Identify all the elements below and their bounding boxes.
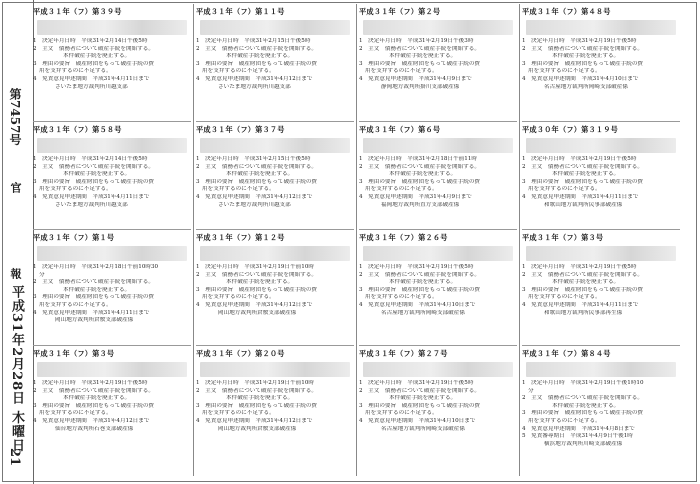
notice-line: 2 主文 債務者について破産手続を開始する。	[359, 271, 480, 278]
notice-line: 1 決定年月日時 平成31年2月19日午後5時	[522, 38, 637, 44]
case-number: 平成３１年（フ）第１１号	[196, 7, 285, 16]
notice-line: 用を支弁するのに不足する。	[528, 68, 601, 75]
notice-line: 岡山地方裁判所倉敷支部破産係	[55, 317, 134, 324]
notice-line: 用を支弁するのに不足する。	[365, 186, 438, 193]
notice-line: 用を支弁するのに不足する。	[202, 186, 275, 193]
notice-line: 1 決定年月日時 平成31年2月19日午後1時10	[522, 380, 644, 386]
notice-line: 3 理由の要旨 破産財団をもって破産手続の費	[33, 60, 155, 67]
notice-line: 本件破産手続を廃止する。	[389, 53, 457, 60]
notice-line: 1 決定年月日時 平成31年2月19日午後5時	[33, 380, 148, 386]
notice-line: 用を支弁するのに不足する。	[39, 68, 112, 75]
case-number: 平成３１年（フ）第２号	[359, 7, 441, 16]
notice-line: 5 免責審尋期日 平成31年4月9日午後1時	[522, 433, 633, 440]
bankruptcy-notice	[196, 6, 354, 91]
case-number: 平成３１年（フ）第２０号	[196, 349, 285, 358]
entry-separator	[359, 121, 517, 122]
case-number: 平成３１年（フ）第４８号	[522, 7, 611, 16]
notice-line: 岡山地方裁判所倉敷支部破産係	[218, 309, 297, 316]
notice-line: 4 免責意見申述期間 平成31年4月11日まで	[33, 309, 150, 316]
column-divider	[356, 4, 357, 476]
notice-line: 2 主文 債務者について破産手続を開始する。	[196, 45, 317, 52]
notice-line: 3 理由の要旨 破産財団をもって破産手続の費	[522, 410, 644, 417]
notice-line: 1 決定年月日時 平成31年2月18日午前10時30	[33, 264, 159, 270]
page-spine	[0, 0, 34, 484]
entry-separator	[196, 121, 354, 122]
notice-line: 4 免責意見申述期間 平成31年4月11日まで	[33, 193, 150, 200]
notice-line: 用を支弁するのに不足する。	[39, 410, 112, 417]
bankruptcy-notice	[522, 232, 680, 317]
notice-line: 3 理由の要旨 破産財団をもって破産手続の費	[33, 178, 155, 185]
redacted-debtor-name	[37, 246, 187, 261]
redacted-debtor-name	[200, 20, 350, 35]
notice-line: 1 決定年月日時 平成31年2月15日午後5時	[196, 38, 311, 44]
notice-line: 用を支弁するのに不足する。	[39, 301, 112, 308]
bankruptcy-notice	[33, 232, 191, 325]
bankruptcy-notice	[359, 124, 517, 209]
notice-line: 4 免責意見申述期間 平成31年4月10日まで	[359, 301, 476, 308]
notice-line: 4 免責意見申述期間 平成31年4月8日まで	[522, 425, 635, 432]
entry-separator	[359, 345, 517, 346]
notice-line: 2 主文 債務者について破産手続を開始する。	[33, 163, 154, 170]
notice-line: 3 理由の要旨 破産財団をもって破産手続の費	[359, 60, 481, 67]
notice-line: 2 主文 債務者について破産手続を開始する。	[33, 279, 154, 286]
notice-line: 用を支弁するのに不足する。	[528, 294, 601, 301]
notice-line: 4 免責意見申述期間 平成31年4月12日まで	[33, 417, 150, 424]
case-number: 平成３１年（フ）第２７号	[359, 349, 448, 358]
notice-line: 用を支弁するのに不足する。	[528, 186, 601, 193]
notice-line: 3 理由の要旨 破産財団をもって破産手続の費	[359, 286, 481, 293]
case-number: 平成３１年（フ）第８４号	[522, 349, 611, 358]
issue-date: 平成31年2月28日 木曜日	[9, 285, 24, 453]
bankruptcy-notice	[522, 348, 680, 448]
notice-line: 2 主文 債務者について破産手続を開始する。	[522, 45, 643, 52]
entry-separator	[33, 345, 191, 346]
bankruptcy-notice	[33, 6, 191, 91]
bankruptcy-notice	[359, 232, 517, 317]
notice-line: 本件破産手続を廃止する。	[552, 279, 620, 286]
bankruptcy-notice	[522, 6, 680, 91]
case-number: 平成３１年（フ）第６号	[359, 125, 441, 134]
notice-line: 1 決定年月日時 平成31年2月19日午前10時	[196, 264, 314, 270]
notice-line: さいたま地方裁判所川越支部	[55, 201, 128, 208]
notice-line: 2 主文 債務者について破産手続を開始する。	[522, 271, 643, 278]
notice-line: 2 主文 債務者について破産手続を開始する。	[196, 271, 317, 278]
bankruptcy-notice	[196, 232, 354, 317]
column-divider	[519, 4, 520, 476]
issue-number: 第7457号	[8, 88, 22, 146]
notice-line: 2 主文 債務者について破産手続を開始する。	[522, 163, 643, 170]
redacted-debtor-name	[37, 362, 187, 377]
notice-line: 用を支弁するのに不足する。	[365, 68, 438, 75]
column-3	[359, 6, 517, 476]
notice-line: 3 理由の要旨 破産財団をもって破産手続の費	[522, 60, 644, 67]
notice-line: 4 免責意見申述期間 平成31年4月11日まで	[522, 301, 639, 308]
notice-line: 1 決定年月日時 平成31年2月19日午後5時	[522, 264, 637, 270]
case-number: 平成３０年（フ）第３１９号	[522, 125, 619, 134]
notice-line: 3 理由の要旨 破産財団をもって破産手続の費	[522, 286, 644, 293]
notice-line: さいたま地方裁判所川越支部	[218, 201, 291, 208]
notice-line: 2 主文 債務者について破産手続を開始する。	[33, 387, 154, 394]
notice-line: 4 免責意見申述期間 平成31年4月12日まで	[196, 417, 313, 424]
notice-line: 4 免責意見申述期間 平成31年4月10日まで	[359, 417, 476, 424]
redacted-debtor-name	[37, 138, 187, 153]
notice-line: 2 主文 債務者について破産手続を開始する。	[359, 163, 480, 170]
notice-line: 3 理由の要旨 破産財団をもって破産手続の費	[196, 60, 318, 67]
redacted-debtor-name	[526, 246, 676, 261]
notice-line: 本件破産手続を廃止する。	[552, 402, 620, 409]
entry-separator	[196, 229, 354, 230]
redacted-debtor-name	[37, 20, 187, 35]
redacted-debtor-name	[526, 20, 676, 35]
notice-line: 分	[39, 271, 45, 278]
notice-line: 本件破産手続を廃止する。	[389, 171, 457, 178]
case-number: 平成３１年（フ）第２６号	[359, 233, 448, 242]
notice-line: さいたま地方裁判所川越支部	[55, 83, 128, 90]
notice-line: 福岡地方裁判所直方支部破産係	[381, 201, 460, 208]
notice-line: 4 免責意見申述期間 平成31年4月9日まで	[359, 75, 472, 82]
notice-line: 4 免責意見申述期間 平成31年4月10日まで	[522, 75, 639, 82]
column-1	[33, 6, 191, 476]
bankruptcy-notice	[196, 348, 354, 433]
notice-line: 3 理由の要旨 破産財団をもって破産手続の費	[196, 402, 318, 409]
notice-line: 本件破産手続を廃止する。	[389, 279, 457, 286]
redacted-debtor-name	[363, 138, 513, 153]
gazette-title: 官 報	[9, 182, 22, 311]
notice-line: 3 理由の要旨 破産財団をもって破産手続の費	[196, 178, 318, 185]
case-number: 平成３１年（フ）第３９号	[33, 7, 122, 16]
column-2	[196, 6, 354, 476]
notice-line: 1 決定年月日時 平成31年2月14日午後5時	[33, 38, 148, 44]
notice-line: 1 決定年月日時 平成31年2月19日午後3時	[359, 38, 474, 44]
case-number: 平成３１年（フ）第３号	[522, 233, 604, 242]
notice-line: 本件破産手続を廃止する。	[226, 171, 294, 178]
entry-separator	[522, 121, 680, 122]
notice-line: 本件破産手続を廃止する。	[552, 53, 620, 60]
notice-line: 和歌山地方裁判所民事部再生係	[544, 309, 623, 316]
bankruptcy-notice	[33, 348, 191, 433]
entry-separator	[522, 229, 680, 230]
notice-line: 2 主文 債務者について破産手続を開始する。	[359, 45, 480, 52]
notice-line: 用を支弁するのに不足する。	[202, 68, 275, 75]
notice-line: さいたま地方裁判所川越支部	[218, 83, 291, 90]
redacted-debtor-name	[363, 246, 513, 261]
notice-line: 分	[528, 387, 534, 394]
redacted-debtor-name	[200, 138, 350, 153]
notice-line: 静岡地方裁判所掛川支部破産係	[381, 83, 460, 90]
notice-line: 2 主文 債務者について破産手続を開始する。	[522, 395, 643, 402]
notice-line: 4 免責意見申述期間 平成31年4月12日まで	[196, 75, 313, 82]
notice-line: 本件破産手続を廃止する。	[226, 395, 294, 402]
notice-line: 本件破産手続を廃止する。	[63, 53, 131, 60]
notice-line: 2 主文 債務者について破産手続を開始する。	[359, 387, 480, 394]
notice-line: 用を支弁するのに不足する。	[202, 294, 275, 301]
bankruptcy-notice	[359, 6, 517, 91]
notice-line: 名古屋地方裁判所岡崎支部破産係	[381, 425, 465, 432]
notice-line: 4 免責意見申述期間 平成31年4月11日まで	[522, 193, 639, 200]
notice-line: 4 免責意見申述期間 平成31年4月12日まで	[196, 193, 313, 200]
notice-line: 名古屋地方裁判所岡崎支部破産係	[381, 309, 465, 316]
case-number: 平成３１年（フ）第３号	[33, 349, 115, 358]
redacted-debtor-name	[526, 138, 676, 153]
notice-line: 1 決定年月日時 平成31年2月19日午後5時	[359, 380, 474, 386]
notice-line: 用を支弁するのに不足する。	[39, 186, 112, 193]
notice-line: 3 理由の要旨 破産財団をもって破産手続の費	[33, 294, 155, 301]
notice-line: 本件破産手続を廃止する。	[63, 171, 131, 178]
case-number: 平成３１年（フ）第５８号	[33, 125, 122, 134]
notice-line: 本件破産手続を廃止する。	[226, 279, 294, 286]
notice-line: 1 決定年月日時 平成31年2月14日午後5時	[33, 156, 148, 162]
bankruptcy-notice	[359, 348, 517, 433]
bankruptcy-notice	[33, 124, 191, 209]
case-number: 平成３１年（フ）第１号	[33, 233, 115, 242]
notice-line: 仙台地方裁判所石巻支部破産係	[55, 425, 134, 432]
entry-separator	[33, 121, 191, 122]
notice-line: 横浜地方裁判所川崎支部破産係	[544, 440, 623, 447]
notice-line: 本件破産手続を廃止する。	[63, 286, 131, 293]
redacted-debtor-name	[363, 362, 513, 377]
notice-line: 3 理由の要旨 破産財団をもって破産手続の費	[522, 178, 644, 185]
redacted-debtor-name	[200, 246, 350, 261]
entry-separator	[359, 229, 517, 230]
bankruptcy-notice	[522, 124, 680, 209]
entry-separator	[522, 345, 680, 346]
notice-line: 用を支弁するのに不足する。	[528, 417, 601, 424]
notice-line: 用を支弁するのに不足する。	[365, 294, 438, 301]
notice-line: 3 理由の要旨 破産財団をもって破産手続の費	[33, 402, 155, 409]
notice-line: 1 決定年月日時 平成31年2月15日午後5時	[196, 156, 311, 162]
notice-line: 本件破産手続を廃止する。	[63, 395, 131, 402]
notice-line: 本件破産手続を廃止する。	[552, 171, 620, 178]
notice-line: 2 主文 債務者について破産手続を開始する。	[196, 163, 317, 170]
notice-line: 用を支弁するのに不足する。	[202, 410, 275, 417]
entry-separator	[196, 345, 354, 346]
notice-line: 岡山地方裁判所倉敷支部破産係	[218, 425, 297, 432]
notice-line: 2 主文 債務者について破産手続を開始する。	[33, 45, 154, 52]
notice-line: 4 免責意見申述期間 平成31年4月11日まで	[33, 75, 150, 82]
page-number: 21	[7, 448, 22, 467]
notice-line: 3 理由の要旨 破産財団をもって破産手続の費	[359, 178, 481, 185]
column-divider	[193, 4, 194, 476]
entry-separator	[33, 229, 191, 230]
notice-line: 4 免責意見申述期間 平成31年4月12日まで	[196, 301, 313, 308]
notice-line: 3 理由の要旨 破産財団をもって破産手続の費	[359, 402, 481, 409]
notice-line: 4 免責意見申述期間 平成31年4月9日まで	[359, 193, 472, 200]
notice-line: 用を支弁するのに不足する。	[365, 410, 438, 417]
column-4	[522, 6, 680, 476]
notice-line: 和歌山地方裁判所民事部破産係	[544, 201, 623, 208]
notice-line: 1 決定年月日時 平成31年2月19日午後5時	[522, 156, 637, 162]
notice-line: 本件破産手続を廃止する。	[389, 395, 457, 402]
redacted-debtor-name	[526, 362, 676, 377]
redacted-debtor-name	[363, 20, 513, 35]
notice-line: 1 決定年月日時 平成31年2月19日午前10時	[196, 380, 314, 386]
notice-line: 3 理由の要旨 破産財団をもって破産手続の費	[196, 286, 318, 293]
notice-line: 本件破産手続を廃止する。	[226, 53, 294, 60]
notice-line: 1 決定年月日時 平成31年2月19日午後5時	[359, 264, 474, 270]
bankruptcy-notice	[196, 124, 354, 209]
case-number: 平成３１年（フ）第３７号	[196, 125, 285, 134]
case-number: 平成３１年（フ）第１２号	[196, 233, 285, 242]
notice-line: 2 主文 債務者について破産手続を開始する。	[196, 387, 317, 394]
notice-line: 1 決定年月日時 平成31年2月18日午前11時	[359, 156, 477, 162]
notice-line: 名古屋地方裁判所岡崎支部破産係	[544, 83, 628, 90]
redacted-debtor-name	[200, 362, 350, 377]
